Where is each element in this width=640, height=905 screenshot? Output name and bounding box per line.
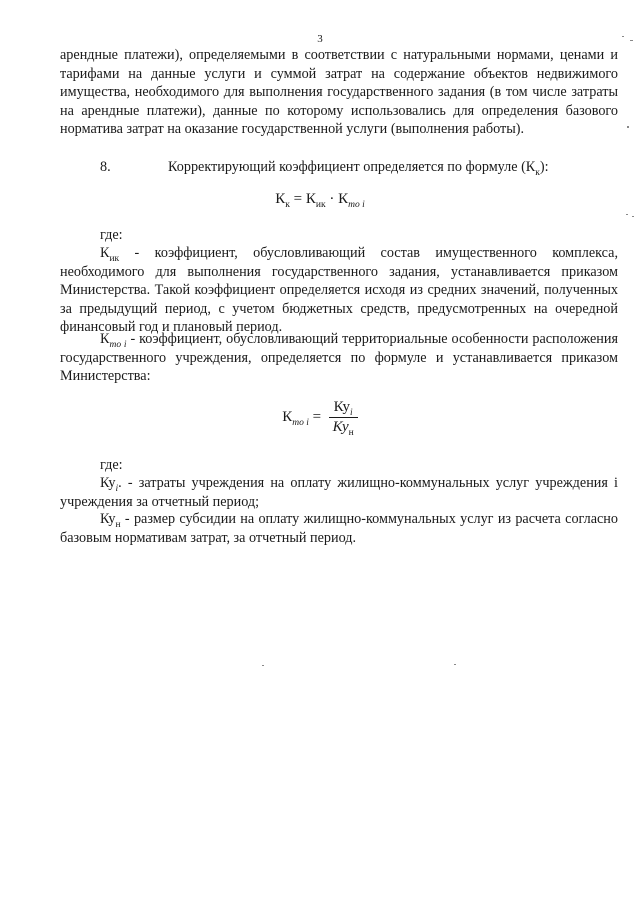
- scan-speck: [454, 664, 456, 665]
- scan-speck: [630, 40, 633, 41]
- definition-kui-symbol-sub: i: [115, 483, 119, 494]
- page-number: 3: [317, 33, 323, 45]
- item-8-paragraph: [60, 158, 618, 177]
- scan-speck: [626, 214, 628, 215]
- item-8-tail: ):: [539, 159, 549, 175]
- formula-kto-eq: =: [308, 408, 325, 425]
- denominator-symbol: Ку: [332, 418, 349, 435]
- formula-kto-lhs-wrap: [282, 408, 325, 428]
- definition-kik-symbol: К: [100, 245, 110, 261]
- definition-kui-body: . - затраты учреждения на оплату жилищно-коммунальных услуг учреждения i учреждения за отчетный период;: [60, 475, 618, 510]
- scan-speck: [632, 216, 634, 217]
- definition-kun: [60, 510, 618, 547]
- formula-kk: [0, 190, 640, 209]
- formula-kk-term1: К: [305, 191, 316, 207]
- where-label-2: где:: [100, 457, 123, 473]
- definition-kto-text: [60, 330, 618, 386]
- item-8-text: Корректирующий коэффициент определяется по формуле (К: [168, 159, 536, 175]
- formula-kto-denominator: [329, 418, 358, 437]
- formula-kk-lhs-sub: к: [285, 200, 290, 210]
- formula-kto-fraction: [329, 398, 358, 436]
- definition-kui: [60, 474, 618, 511]
- formula-kk-term2-sub: то i: [348, 200, 365, 210]
- definition-kik: [60, 244, 618, 337]
- item-8: [60, 158, 618, 177]
- definition-kun-symbol: Ку: [100, 511, 116, 527]
- formula-kto-numerator: [329, 398, 358, 418]
- definition-kun-body: - размер субсидии на оплату жилищно-коммунальных услуг из расчета согласно базовым нормативам затрат, за отчетный период.: [60, 511, 618, 546]
- formula-kto-lhs-sub: то i: [292, 417, 309, 428]
- where-label-1: где:: [100, 227, 123, 243]
- definition-kun-symbol-sub: н: [115, 519, 121, 530]
- item-8-number: 8.: [100, 159, 111, 175]
- item-8-sub: к: [535, 167, 540, 178]
- formula-kk-dot: ·: [325, 191, 339, 207]
- formula-kto: [0, 398, 640, 436]
- scan-speck: [622, 36, 624, 37]
- formula-kk-term1-sub: ик: [315, 200, 326, 210]
- definition-kto-body: - коэффициент, обусловливающий территориальные особенности расположения государственного учреждения, определяется по формуле и устанавливается приказом Министерства:: [60, 331, 619, 385]
- formula-kk-term2: К: [338, 191, 349, 207]
- denominator-sub: н: [348, 427, 354, 438]
- paragraph-text: арендные платежи), определяемыми в соответствии с натуральными нормами, ценами и тарифами на данные услуги и суммой затрат на содержание объектов недвижимого имущества, необходимого для выполнения государственного задания (в том числе затраты на арендные платежи), данные по которому использовались для определения базового норматива затрат на оказание государственной услуги (выполнения работы).: [60, 47, 618, 138]
- definition-kik-symbol-sub: ик: [109, 253, 120, 264]
- scan-speck: [262, 665, 264, 666]
- formula-kk-eq: =: [289, 191, 306, 207]
- definition-kik-body: - коэффициент, обусловливающий состав имущественного комплекса, необходимого для выполнения государственного задания, устанавливается приказом Министерства. Такой коэффициент определяется исходя из средних значений, полученных за предыдущий период, с учетом бюджетных средств, предусмотренных на очередной финансовый год и плановый период.: [60, 245, 618, 336]
- scan-speck: [627, 126, 629, 128]
- formula-kk-lhs: К: [275, 191, 286, 207]
- definition-kui-symbol: Ку: [100, 475, 116, 491]
- definition-kik-text: [60, 244, 618, 337]
- definition-kui-text: [60, 474, 618, 511]
- numerator-sub: i: [350, 408, 353, 418]
- definition-kto-symbol: К: [100, 331, 110, 347]
- paragraph-rent-payments: [60, 46, 618, 139]
- numerator-symbol: Ку: [333, 399, 351, 415]
- definition-kto: [60, 330, 618, 386]
- formula-kto-lhs: К: [282, 408, 293, 425]
- definition-kto-symbol-sub: то i: [109, 339, 127, 350]
- definition-kun-text: [60, 510, 618, 547]
